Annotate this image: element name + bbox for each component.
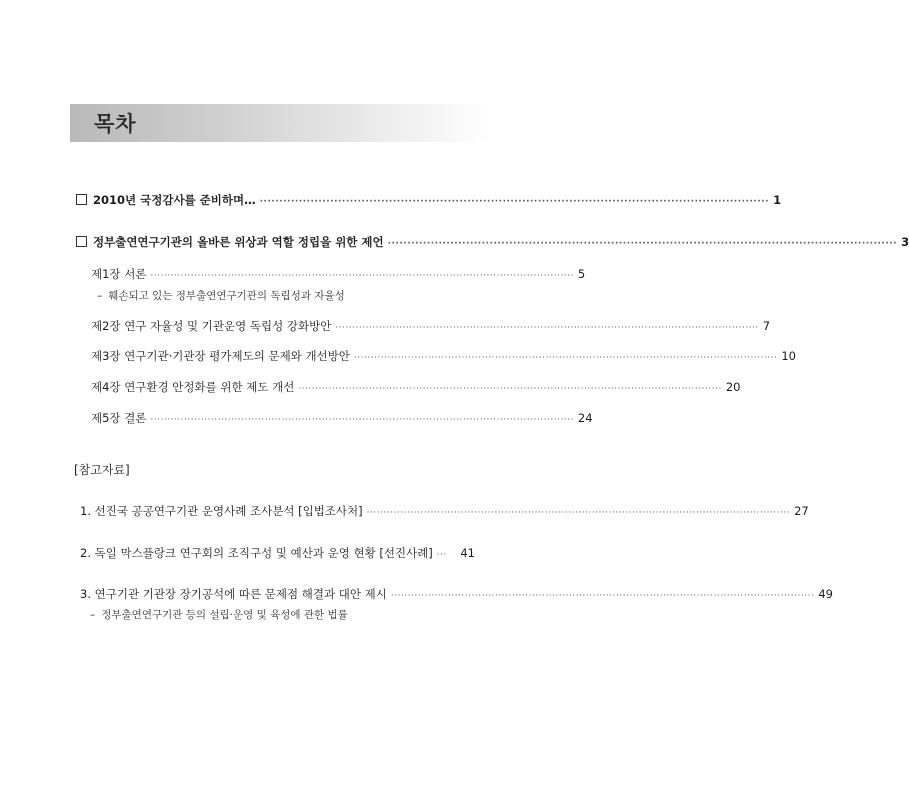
toc-entry-label: 정부출연연구기관의 올바른 위상과 역할 정립을 위한 제언 xyxy=(93,235,384,249)
page-title: 목차 xyxy=(94,112,137,136)
chapter-label: 제5장 결론 xyxy=(91,411,147,425)
chapter-page: 10 xyxy=(781,349,796,363)
toc-entry-label: 2010년 국정감사를 준비하며… xyxy=(93,193,256,207)
chapter-page: 5 xyxy=(577,267,586,281)
toc-chapter-2[interactable] xyxy=(91,318,771,334)
dot-leader: ··· xyxy=(436,550,447,560)
reference3-subitem-label: 정부출연연구기관 등의 설립·운영 및 육성에 관한 법률 xyxy=(101,609,348,621)
reference3-subitem xyxy=(90,607,348,622)
references-heading: [참고자료] xyxy=(74,463,130,477)
dash-mark: – xyxy=(97,290,103,302)
reference-label: 2. 독일 막스플랑크 연구회의 조직구성 및 예산과 운영 현황 [선진사례] xyxy=(80,546,433,560)
chapter1-subitem xyxy=(97,288,345,303)
dash-mark: – xyxy=(90,609,96,621)
reference-label: 3. 연구기관 기관장 장기공석에 따른 문제점 해결과 대안 제시 xyxy=(80,587,387,601)
dot-leader: ·································································································································· xyxy=(259,197,770,207)
chapter-label: 제4장 연구환경 안정화를 위한 제도 개선 xyxy=(91,380,295,394)
dot-leader: ······························································································································ xyxy=(298,384,722,394)
checkbox-square-icon xyxy=(76,236,87,247)
dot-leader: ······························································································································ xyxy=(150,271,574,281)
chapter-page: 24 xyxy=(577,411,593,425)
toc-chapter-3[interactable] xyxy=(91,348,796,364)
toc-entry-page: 1 xyxy=(773,193,782,207)
chapter-label: 제1장 서론 xyxy=(91,267,147,281)
reference-label: 1. 선진국 공공연구기관 운영사례 조사분석 [입법조사처] xyxy=(80,504,363,518)
reference-1[interactable] xyxy=(80,503,809,519)
toc-chapter-4[interactable] xyxy=(91,379,741,395)
dot-leader: ······························································································································ xyxy=(390,591,815,601)
reference-3[interactable] xyxy=(80,586,833,602)
toc-chapter-5[interactable] xyxy=(91,410,593,426)
dot-leader: ······························································································································ xyxy=(335,323,759,333)
dot-leader: ······························································································································ xyxy=(366,508,791,518)
chapter1-subitem-label: 훼손되고 있는 정부출연연구기관의 독립성과 자율성 xyxy=(108,290,345,302)
chapter-page: 7 xyxy=(762,319,771,333)
reference-page: 41 xyxy=(460,546,475,560)
chapter-label: 제2장 연구 자율성 및 기관운영 독립성 강화방안 xyxy=(91,319,332,333)
checkbox-square-icon xyxy=(76,194,87,205)
toc-entry-proposal[interactable] xyxy=(76,234,909,250)
chapter-page: 20 xyxy=(725,380,741,394)
chapter-label: 제3장 연구기관·기관장 평가제도의 문제와 개선방안 xyxy=(91,349,350,363)
dot-leader: ·································································································································· xyxy=(387,239,898,249)
reference-page: 27 xyxy=(794,504,809,518)
dot-leader: ······························································································································ xyxy=(353,353,778,363)
toc-entry-page: 3 xyxy=(901,235,909,249)
reference-page: 49 xyxy=(818,587,833,601)
dot-leader: ······························································································································ xyxy=(150,415,574,425)
reference-2[interactable] xyxy=(80,545,475,561)
toc-chapter-1[interactable] xyxy=(91,266,586,282)
toc-entry-preface[interactable] xyxy=(76,192,782,208)
